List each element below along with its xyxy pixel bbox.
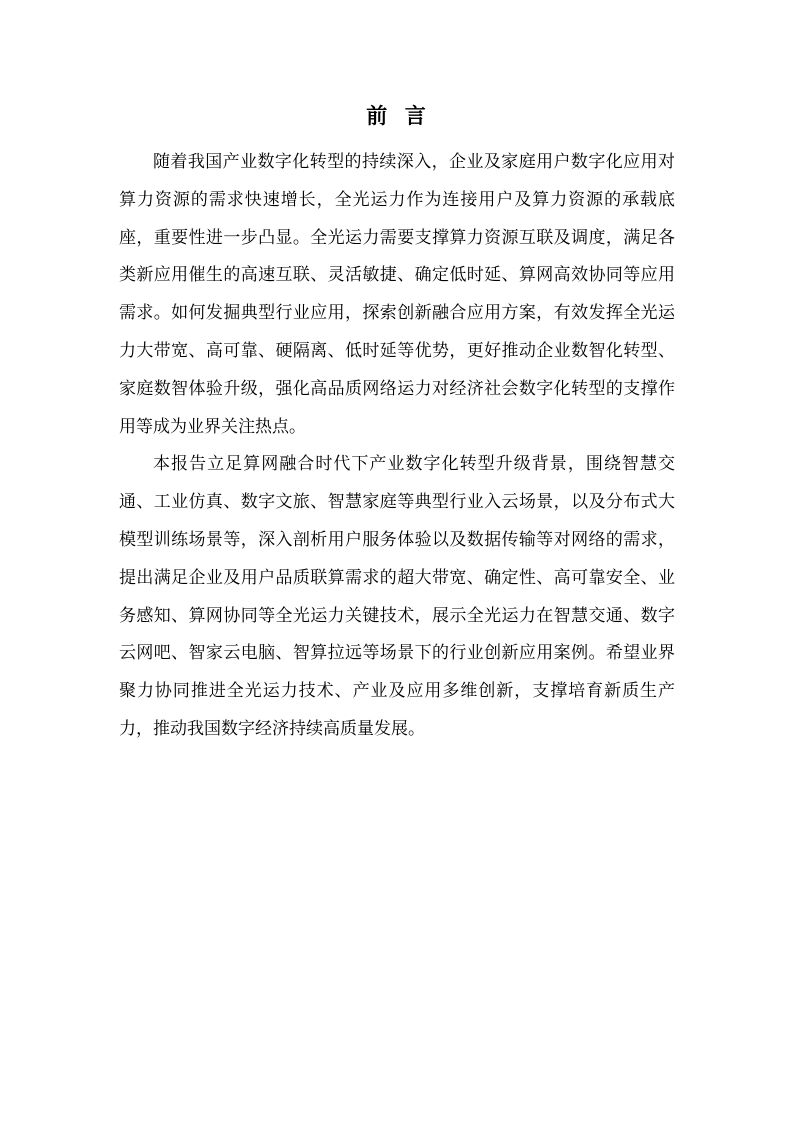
preface-body — [119, 144, 675, 749]
page-title: 前 言 — [366, 104, 427, 128]
paragraph-1: 随着我国产业数字化转型的持续深入，企业及家庭用户数字化应用对算力资源的需求快速增长，全光运力作为连接用户及算力资源的承载底座，重要性进一步凸显。全光运力需要支撑算力资源互联及调度，满足各类新应用催生的高速互联、灵活敏捷、确定低时延、算网高效协同等应用需求。如何发掘典型行业应用，探索创新融合应用方案，有效发挥全光运力大带宽、高可靠、硬隔离、低时延等优势，更好推动企业数智化转型、家庭数智体验升级，强化高品质网络运力对经济社会数字化转型的支撑作用等成为业界关注热点。 — [119, 152, 675, 437]
paragraph-2: 本报告立足算网融合时代下产业数字化转型升级背景，围绕智慧交通、工业仿真、数字文旅、智慧家庭等典型行业入云场景，以及分布式大模型训练场景等，深入剖析用户服务体验以及数据传输等对网络的需求，提出满足企业及用户品质联算需求的超大带宽、确定性、高可靠安全、业务感知、算网协同等全光运力关键技术，展示全光运力在智慧交通、数字云网吧、智家云电脑、智算拉远等场景下的行业创新应用案例。希望业界聚力协同推进全光运力技术、产业及应用多维创新，支撑培育新质生产力，推动我国数字经济持续高质量发展。 — [119, 454, 675, 739]
